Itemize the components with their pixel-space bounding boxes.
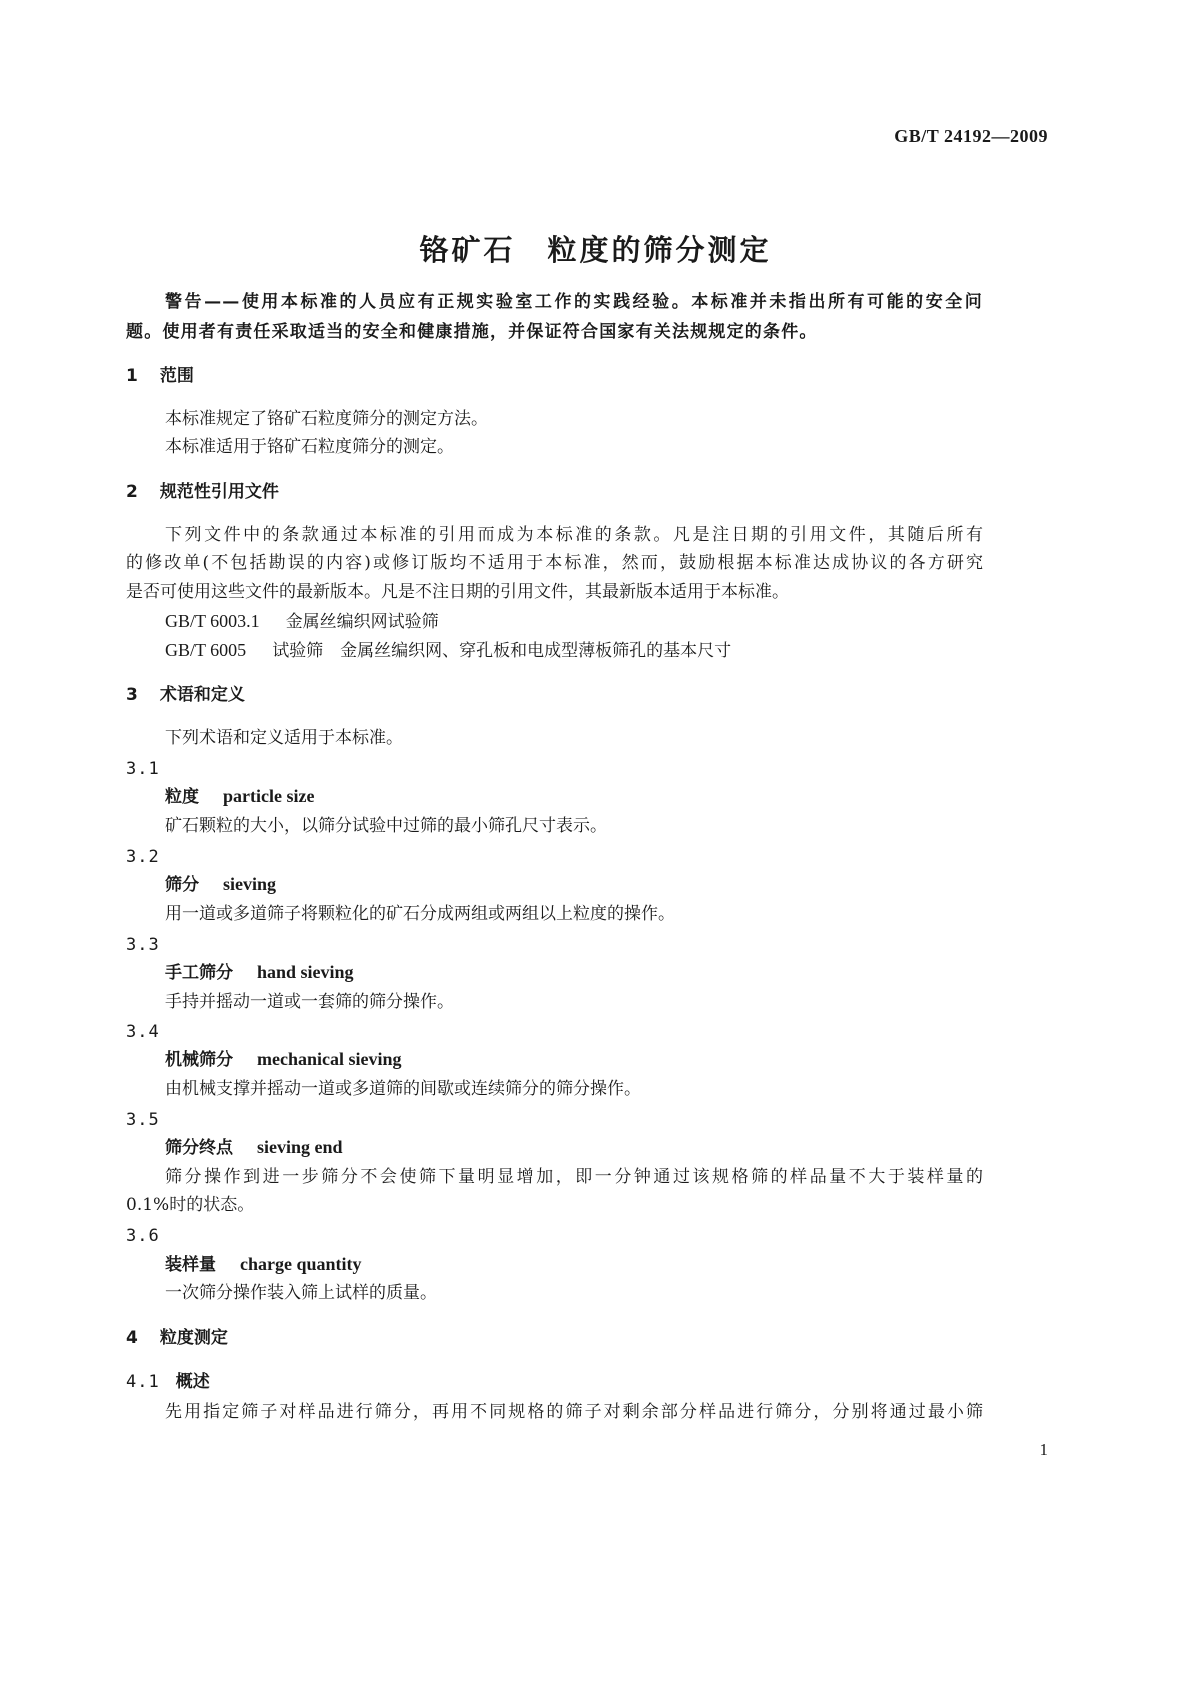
term-definition: 一次筛分操作装入筛上试样的质量。	[165, 1283, 437, 1303]
term-heading	[165, 1252, 362, 1277]
section-2-line-1: 下列文件中的条款通过本标准的引用而成为本标准的条款。凡是注日期的引用文件，其随后所有	[165, 525, 983, 545]
warning-line-1: 警告——使用本标准的人员应有正规实验室工作的实践经验。本标准并未指出所有可能的安全问	[165, 292, 983, 312]
term-chinese: 筛分	[165, 875, 199, 895]
term-english: mechanical sieving	[257, 1049, 402, 1069]
term-english: hand sieving	[257, 962, 354, 982]
term-definition: 手持并摇动一道或一套筛的筛分操作。	[165, 992, 454, 1012]
section-4-number: 4	[126, 1328, 138, 1348]
document-title: 铬矿石 粒度的筛分测定	[419, 233, 772, 267]
section-1-number: 1	[126, 366, 138, 386]
section-4-title: 粒度测定	[159, 1328, 228, 1348]
reference-title: 金属丝编织网试验筛	[285, 612, 439, 632]
section-3-intro: 下列术语和定义适用于本标准。	[165, 728, 403, 748]
term-number: 3.4	[126, 1022, 160, 1042]
term-heading	[165, 1047, 402, 1072]
subsection-4-1-heading	[126, 1370, 210, 1394]
subsection-4-1-line-1: 先用指定筛子对样品进行筛分，再用不同规格的筛子对剩余部分样品进行筛分，分别将通过最小筛	[165, 1402, 983, 1422]
term-number: 3.2	[126, 847, 160, 867]
reference-code: GB/T 6003.1	[165, 611, 260, 631]
term-definition: 筛分操作到进一步筛分不会使筛下量明显增加，即一分钟通过该规格筛的样品量不大于装样量的	[165, 1167, 983, 1187]
standard-number: GB/T 24192—2009	[894, 126, 1048, 146]
term-english: charge quantity	[240, 1254, 362, 1274]
reference-item	[165, 638, 731, 663]
subsection-4-1-number: 4.1	[126, 1372, 160, 1392]
term-definition-continued: 0.1%时的状态。	[126, 1195, 255, 1215]
term-english: sieving end	[257, 1137, 343, 1157]
subsection-4-1-title: 概述	[175, 1372, 210, 1392]
section-1-para-1: 本标准规定了铬矿石粒度筛分的测定方法。	[165, 409, 488, 429]
term-chinese: 粒度	[165, 787, 199, 807]
section-2-line-3: 是否可使用这些文件的最新版本。凡是不注日期的引用文件，其最新版本适用于本标准。	[126, 582, 789, 602]
term-heading	[165, 784, 314, 809]
section-3-heading	[126, 683, 245, 707]
section-2-line-2: 的修改单(不包括勘误的内容)或修订版均不适用于本标准，然而，鼓励根据本标准达成协议的各方研究	[126, 553, 983, 573]
section-1-title: 范围	[159, 366, 194, 386]
section-3-title: 术语和定义	[159, 685, 245, 705]
term-definition: 由机械支撑并摇动一道或多道筛的间歇或连续筛分的筛分操作。	[165, 1079, 641, 1099]
term-heading	[165, 1135, 343, 1160]
term-chinese: 装样量	[165, 1255, 216, 1275]
term-chinese: 筛分终点	[165, 1138, 233, 1158]
page-number: 1	[1039, 1440, 1048, 1459]
term-chinese: 机械筛分	[165, 1050, 233, 1070]
warning-line-2: 题。使用者有责任采取适当的安全和健康措施，并保证符合国家有关法规规定的条件。	[126, 322, 818, 342]
reference-code: GB/T 6005	[165, 640, 247, 660]
section-2-heading	[126, 480, 279, 504]
term-heading	[165, 872, 276, 897]
term-definition: 矿石颗粒的大小，以筛分试验中过筛的最小筛孔尺寸表示。	[165, 816, 607, 836]
term-english: sieving	[223, 874, 277, 894]
section-4-heading	[126, 1326, 228, 1350]
term-heading	[165, 960, 354, 985]
term-definition: 用一道或多道筛子将颗粒化的矿石分成两组或两组以上粒度的操作。	[165, 904, 675, 924]
reference-title: 试验筛 金属丝编织网、穿孔板和电成型薄板筛孔的基本尺寸	[272, 641, 732, 661]
section-1-para-2: 本标准适用于铬矿石粒度筛分的测定。	[165, 437, 454, 457]
section-2-title: 规范性引用文件	[159, 482, 279, 502]
section-1-heading	[126, 364, 194, 388]
section-3-number: 3	[126, 685, 138, 705]
term-number: 3.6	[126, 1226, 160, 1246]
section-2-number: 2	[126, 482, 138, 502]
term-number: 3.1	[126, 759, 160, 779]
term-number: 3.5	[126, 1110, 160, 1130]
term-english: particle size	[223, 786, 315, 806]
reference-item	[165, 609, 439, 634]
term-number: 3.3	[126, 935, 160, 955]
term-chinese: 手工筛分	[165, 963, 233, 983]
